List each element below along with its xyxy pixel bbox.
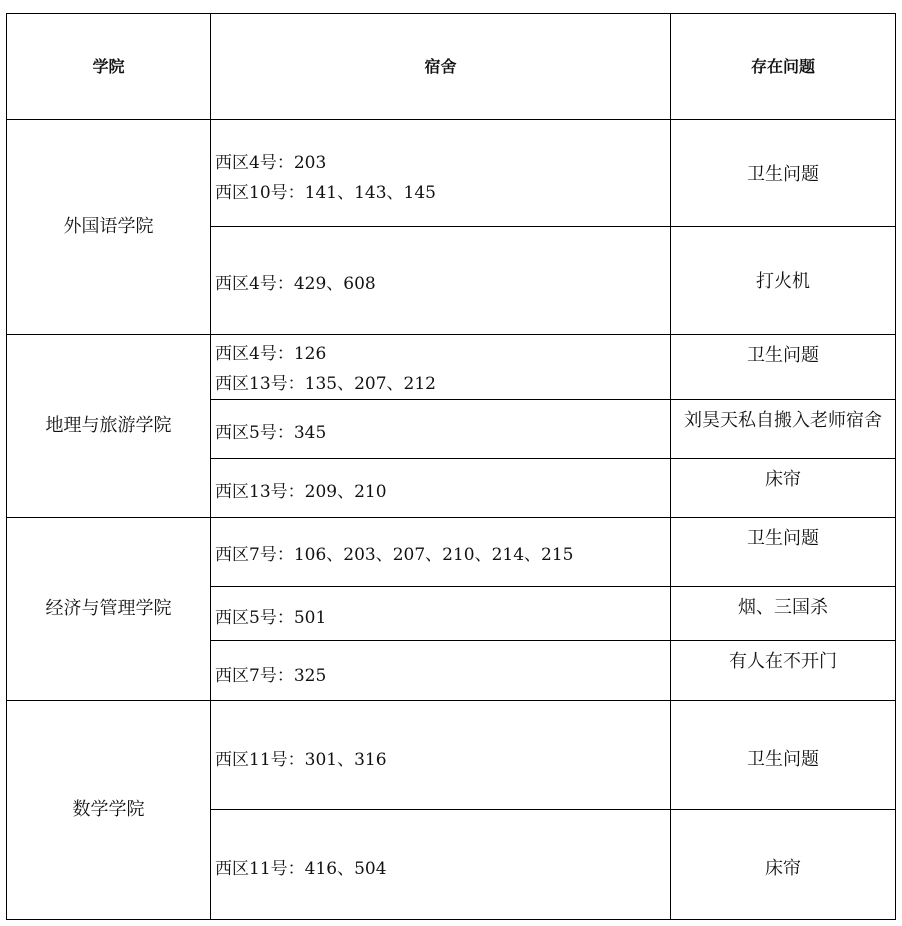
dorm-cell [211, 587, 671, 641]
dorm-line: 西区7号：325 [215, 666, 327, 686]
issue-cell: 有人在不开门 [671, 641, 896, 701]
college-cell: 地理与旅游学院 [7, 335, 211, 518]
dorm-line: 西区11号：301、316 [215, 750, 387, 770]
dorm-line: 西区11号：416、504 [215, 859, 387, 879]
dorm-line: 西区4号：126 [215, 344, 327, 364]
header-college: 学院 [7, 14, 211, 120]
dorm-cell [211, 641, 671, 701]
header-issue: 存在问题 [671, 14, 896, 120]
dorm-line: 西区5号：501 [215, 608, 327, 628]
dorm-cell [211, 335, 671, 400]
issue-cell: 卫生问题 [671, 120, 896, 227]
issue-cell: 刘昊天私自搬入老师宿舍 [671, 400, 896, 459]
dorm-cell [211, 518, 671, 587]
dorm-cell [211, 400, 671, 459]
dorm-line: 西区4号：203 [215, 153, 327, 173]
dorm-cell [211, 227, 671, 335]
dorm-line: 西区13号：209、210 [215, 482, 387, 502]
table-row [7, 701, 896, 810]
issue-cell: 打火机 [671, 227, 896, 335]
dorm-cell [211, 701, 671, 810]
dorm-line: 西区13号：135、207、212 [215, 374, 436, 394]
dorm-line: 西区10号：141、143、145 [215, 183, 436, 203]
college-cell: 外国语学院 [7, 120, 211, 335]
issue-cell: 床帘 [671, 459, 896, 518]
table-row [7, 120, 896, 227]
dorm-line: 西区7号：106、203、207、210、214、215 [215, 545, 574, 565]
dorm-line: 西区4号：429、608 [215, 274, 376, 294]
header-dorm: 宿舍 [211, 14, 671, 120]
header-row [7, 14, 896, 120]
table-row [7, 335, 896, 400]
issue-cell: 卫生问题 [671, 518, 896, 587]
dorm-line: 西区5号：345 [215, 423, 327, 443]
dorm-cell [211, 120, 671, 227]
college-cell: 经济与管理学院 [7, 518, 211, 701]
issue-cell: 卫生问题 [671, 701, 896, 810]
dorm-inspection-table [6, 13, 896, 920]
table-row [7, 518, 896, 587]
issue-cell: 烟、三国杀 [671, 587, 896, 641]
issue-cell: 卫生问题 [671, 335, 896, 400]
dorm-cell [211, 810, 671, 920]
college-cell: 数学学院 [7, 701, 211, 920]
dorm-cell [211, 459, 671, 518]
issue-cell: 床帘 [671, 810, 896, 920]
